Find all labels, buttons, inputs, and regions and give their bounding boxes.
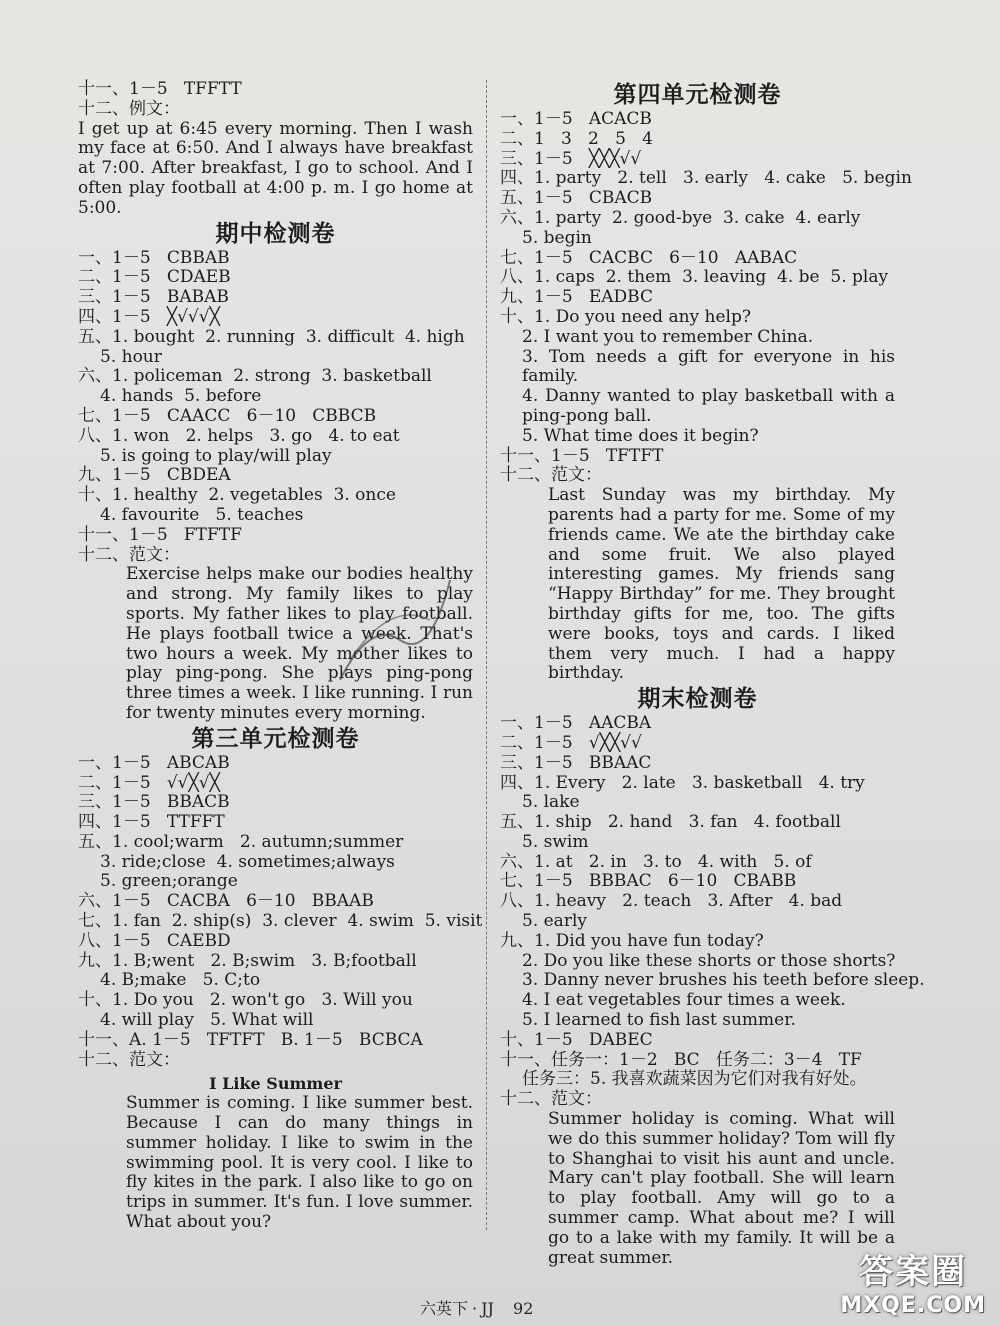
answer-line: 一、1－5 CBBAB <box>78 247 230 268</box>
answer-line: 5. swim <box>522 831 589 852</box>
watermark-cn: 答案圈 <box>859 1252 968 1292</box>
answer-line: 三、1－5 BABAB <box>78 287 229 308</box>
answer-line: 十二、例文： <box>78 98 180 119</box>
answer-line: 二、1－5 CDAEB <box>78 267 231 288</box>
essay-title: I Like Summer <box>209 1074 342 1094</box>
section-title: 第三单元检测卷 <box>191 725 360 752</box>
answer-line: 十一、任务一：1－2 BC 任务二：3－4 TF <box>500 1049 862 1070</box>
answer-line: 八、1. caps 2. them 3. leaving 4. be 5. play <box>500 267 889 288</box>
essay-paragraph: 3. Tom needs a gift for everyone in his family. <box>522 346 895 387</box>
answer-line: 五、1. cool;warm 2. autumn;summer <box>78 831 404 852</box>
answer-line: 十一、1－5 FTFTF <box>78 524 242 545</box>
answer-line: 三、1－5 BBACB <box>78 792 230 813</box>
answer-line: 二、1－5 √╳╳√√ <box>500 732 642 753</box>
answer-line: 4. favourite 5. teaches <box>100 504 304 525</box>
answer-line: 十一、1－5 TFFTT <box>78 79 242 99</box>
answer-line: 六、1. party 2. good-bye 3. cake 4. early <box>500 207 861 228</box>
answer-line: 5. early <box>522 911 587 932</box>
watermark-url: MXQE.COM <box>840 1293 986 1318</box>
answer-line: 八、1. heavy 2. teach 3. After 4. bad <box>500 891 843 912</box>
answer-line: 四、1. party 2. tell 3. early 4. cake 5. begin <box>500 168 912 189</box>
answer-line: 2. I want you to remember China. <box>522 326 814 347</box>
answer-line: 4. I eat vegetables four times a week. <box>522 990 846 1011</box>
essay-paragraph: Last Sunday was my birthday. My parents had a party for me. Some of my friends came. We ate the birthday cake and some fruit. We also played interesting games. My friends sang “Happy Birthday” for me. They brought birthday gifts for me, too. The gifts were books, toys and cards. I liked them very much. I had a happy birthday. <box>548 485 895 684</box>
answer-line: 九、1－5 EADBC <box>500 287 653 308</box>
answer-line: 2. Do you like these shorts or those shorts? <box>522 950 896 971</box>
answer-line: 四、1－5 ╳√√√╳ <box>78 306 220 327</box>
section-title: 第四单元检测卷 <box>613 82 782 108</box>
answer-line: 十一、1－5 TFTFT <box>500 445 664 466</box>
answer-line: 五、1－5 CBACB <box>500 188 653 209</box>
essay-paragraph: 4. Danny wanted to play basketball with a ping-pong ball. <box>522 386 895 426</box>
answer-line: 五、1. ship 2. hand 3. fan 4. football <box>500 812 841 833</box>
answer-line: 九、1. B;went 2. B;swim 3. B;football <box>78 950 417 971</box>
answer-line: 八、1. won 2. helps 3. go 4. to eat <box>78 425 400 446</box>
answer-line: 七、1－5 BBBAC 6－10 CBABB <box>500 871 797 892</box>
answer-line: 六、1. at 2. in 3. to 4. with 5. of <box>500 851 812 872</box>
answer-line: 三、1－5 ╳╳╳√√ <box>500 148 642 169</box>
answer-line: 5. What time does it begin? <box>522 425 759 446</box>
answer-line: 一、1－5 ACACB <box>500 109 652 129</box>
answer-line: 二、1－5 √√╳√╳ <box>78 772 220 793</box>
answer-line: 九、1－5 CBDEA <box>78 465 231 486</box>
answer-line: 十一、A. 1－5 TFTFT B. 1－5 BCBCA <box>78 1029 423 1050</box>
answer-line: 十二、范文： <box>78 544 180 565</box>
answer-line: 十、1. healthy 2. vegetables 3. once <box>78 485 396 506</box>
answer-line: 五、1. bought 2. running 3. difficult 4. high <box>78 326 465 347</box>
answer-line: 4. will play 5. What will <box>100 1010 314 1031</box>
essay-paragraph: Summer is coming. I like summer best. Because I can do many things in summer holiday. I like to swim in the swimming pool. It is very cool. I like to fly kites in the park. I also like to go on trips in summer. It's fun. I love summer. What about you? <box>126 1093 473 1233</box>
answer-line: 十二、范文： <box>78 1049 180 1070</box>
essay-paragraph: 任务三：5. 我喜欢蔬菜因为它们对我有好处。 <box>522 1069 867 1090</box>
answer-line: 5. is going to play/will play <box>100 445 332 466</box>
answer-line: 四、1－5 TTFFT <box>78 812 225 833</box>
answer-line: 二、1 3 2 5 4 <box>500 128 653 149</box>
answer-line: 5. begin <box>522 227 592 248</box>
answer-line: 4. B;make 5. C;to <box>100 970 261 991</box>
essay-paragraph: Summer holiday is coming. What will we do this summer holiday? Tom will fly to Shanghai to visit his aunt and uncle. Mary can't play football. She will learn to play football. Amy will go to a summer camp. What about me? I will go to a lake with my family. It will be a great summer. <box>548 1109 895 1268</box>
answer-line: 3. ride;close 4. sometimes;always <box>100 851 395 872</box>
essay-paragraph: Exercise helps make our bodies healthy and strong. My family likes to play sports. My father likes to play football. He plays football twice a week. That's two hours a week. My mother likes to play ping-pong. She plays ping-pong three times a week. I like running. I run for twenty minutes every morning. <box>126 564 473 723</box>
right-column <box>500 80 925 1268</box>
footer-edition: JJ <box>481 1299 494 1318</box>
answer-line: 七、1－5 CAACC 6－10 CBBCB <box>78 405 377 426</box>
left-column <box>78 79 483 1233</box>
page-footer: 六英下 · JJ 92 <box>420 1299 534 1318</box>
answer-line: 十二、范文： <box>500 465 602 486</box>
answer-line: 六、1. policeman 2. strong 3. basketball <box>78 366 432 387</box>
answer-line: 十、1. Do you 2. won't go 3. Will you <box>78 990 413 1011</box>
answer-line: 5. green;orange <box>100 871 238 892</box>
column-divider <box>486 80 487 1230</box>
answer-line: 三、1－5 BBAAC <box>500 752 652 773</box>
answer-line: 一、1－5 AACBA <box>500 713 652 734</box>
site-watermark <box>840 1244 986 1318</box>
answer-line: 5. hour <box>100 346 162 367</box>
answer-line: 四、1. Every 2. late 3. basketball 4. try <box>500 772 865 793</box>
page-number: 92 <box>513 1299 534 1318</box>
answer-line: 六、1－5 CACBA 6－10 BBAAB <box>78 891 374 912</box>
answer-line: 七、1. fan 2. ship(s) 3. clever 4. swim 5. visit <box>78 911 483 932</box>
answer-line: 九、1. Did you have fun today? <box>500 930 764 951</box>
essay-paragraph: I get up at 6:45 every morning. Then I wash my face at 6:50. And I always have breakfast at 7:00. After breakfast, I go to school. And I often play football at 4:00 p. m. I go home at 5:00. <box>78 118 473 218</box>
answer-line: 十二、范文： <box>500 1089 602 1110</box>
answer-line: 3. Danny never brushes his teeth before sleep. <box>522 970 925 991</box>
footer-book: 六英下 <box>420 1299 469 1318</box>
answer-line: 一、1－5 ABCAB <box>78 752 230 773</box>
section-title: 期末检测卷 <box>637 686 758 713</box>
answer-line: 八、1－5 CAEBD <box>78 930 231 951</box>
answer-line: 4. hands 5. before <box>100 386 262 407</box>
section-title: 期中检测卷 <box>215 220 336 247</box>
answer-line: 5. lake <box>522 792 580 813</box>
answer-line: 十、1－5 DABEC <box>500 1029 653 1050</box>
answer-line: 七、1－5 CACBC 6－10 AABAC <box>500 247 798 268</box>
answer-line: 5. I learned to fish last summer. <box>522 1010 796 1031</box>
answer-line: 十、1. Do you need any help? <box>500 306 751 327</box>
